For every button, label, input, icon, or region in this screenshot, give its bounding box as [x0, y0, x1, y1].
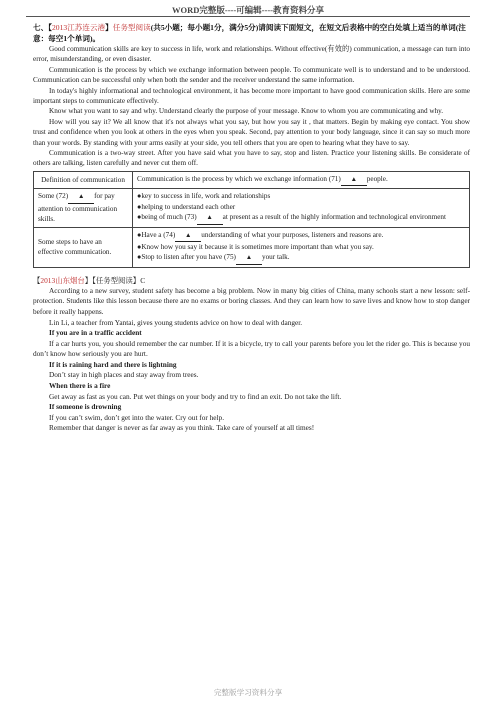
passage1-paragraph: Communication is the process by which we exchange information between people. To communicate well is to understand and to be understood. Communication can be successful only when both the sender and the receiver understand the same information. — [33, 65, 470, 85]
passage2-heading: If someone is drowning — [49, 402, 122, 412]
row-text: people. — [366, 174, 388, 183]
passage2-paragraph: Lin Li, a teacher from Yantai, gives young students advice on how to deal with danger. — [49, 317, 303, 327]
section1-title — [33, 22, 470, 44]
row-content — [133, 227, 470, 267]
section2-open: 【 — [33, 275, 41, 285]
section1-source: 2013江苏连云港 — [51, 23, 106, 32]
row-content — [133, 189, 470, 227]
row-label — [34, 189, 133, 227]
passage2-heading: If it is raining hard and there is lightning — [49, 359, 177, 369]
passage2-heading: If you are in a traffic accident — [49, 328, 142, 338]
row-label: Definition of communication — [34, 171, 133, 188]
section2-source: 2013山东烟台 — [40, 275, 85, 285]
passage2-paragraph: Remember that danger is never as far away as you think. Take care of yourself at all times! — [49, 423, 315, 433]
passage1-paragraph: Know what you want to say and why. Understand clearly the purpose of your message. Know to whom you are communicating and why. — [49, 107, 444, 116]
label-text: Some (72) — [38, 192, 69, 201]
row-text: Communication is the process by which we exchange information (71) — [137, 174, 341, 183]
label-text: for pay attention to communication skills. — [38, 192, 118, 224]
bullet-item: ●Know how you say it because it is sometimes more important than what you say. — [137, 242, 374, 251]
table-row — [34, 227, 470, 267]
page-header: WORD完整版----可编辑----教育资料分享 — [26, 0, 470, 17]
bullet-item: ●helping to understand each other — [137, 202, 236, 211]
passage2-paragraph: If a car hurts you, you should remember the car number. If it is a bicycle, try to call your parents before you let the rider go. This is because you don’t know how seriously you are hurt. — [33, 338, 470, 359]
section1-prefix: 七、【 — [33, 23, 52, 32]
row-content — [133, 171, 470, 188]
passage2-paragraph: Don’t stay in high places and stay away from trees. — [49, 370, 199, 380]
triangle-marker-icon: ▲ — [185, 231, 192, 239]
document-content — [0, 22, 496, 434]
blank-74[interactable] — [175, 230, 201, 242]
table-row — [34, 171, 470, 188]
bullet-item — [137, 252, 465, 264]
passage2-paragraph: If you can’t swim, don’t get into the water. Cry out for help. — [49, 412, 225, 422]
page-footer: 完整版学习资料分享 — [213, 688, 283, 697]
passage2-paragraph: Get away as fast as you can. Put wet things on your body and try to find an exit. Do not take the lift. — [49, 391, 342, 401]
bullet-item: ●key to success in life, work and relationships — [137, 192, 271, 201]
bullet-text: ●Stop to listen after you have (75) — [137, 253, 236, 262]
bullet-text: understanding of what your purposes, listeners and reasons are. — [201, 230, 384, 239]
section1-instruction: (共5小题；每小题1分，满分5分)请阅读下面短文，在短文后表格中的空白处填上适当的单词(注意：每空1个单词)。 — [33, 23, 466, 43]
passage1-paragraph: Communication is a two-way street. After you have said what you have to say, stop and listen. Practice your listening skills. Be considerate of others are talking, listen carefully and never cut them off. — [33, 149, 470, 168]
blank-71[interactable] — [341, 174, 367, 186]
row-label: Some steps to have an effective communication. — [34, 227, 133, 267]
answer-table — [33, 171, 470, 268]
passage1-paragraph: How will you say it? We all know that it's not always what you say, but how you say it , that matters. Begin by making eye contact. You show trust and confidence when you look at others in the eyes when you speak. Second, pay attention to your body language, since it can say so much more than your words. By standing with your arms easily at your side, you tell others that you are open to hearing what they have to say. — [33, 117, 470, 147]
passage2-heading: When there is a fire — [49, 381, 111, 391]
bullet-item — [137, 230, 465, 242]
passage2-paragraph: According to a new survey, student safety has become a big problem. Now in many big cities of China, many schools start a new lesson: self-protection. Students like this lesson because there are no exams or boring classes. And they can learn how to save lives and know how to stop danger before it really happens. — [33, 285, 470, 316]
section2-close: 】【任务型阅读】C — [84, 275, 146, 285]
section1-source-bracket: 】 — [105, 23, 113, 32]
triangle-marker-icon: ▲ — [206, 214, 213, 222]
passage1-paragraph: Good communication skills are key to success in life, work and relationships. Without effective(有效的) communication, a message can turn into error, misunderstanding, or even disaster. — [33, 45, 470, 64]
triangle-marker-icon: ▲ — [245, 254, 253, 262]
bullet-text: at present as a result of the highly information and technological environment — [222, 213, 446, 222]
section2-title — [33, 275, 470, 286]
bullet-text: ●Have a (74) — [137, 230, 176, 239]
blank-72[interactable] — [68, 191, 94, 203]
blank-73[interactable] — [197, 212, 223, 224]
triangle-marker-icon: ▲ — [77, 193, 85, 201]
bullet-text: ●being of much (73) — [137, 213, 197, 222]
table-row — [34, 189, 470, 227]
blank-75[interactable] — [236, 252, 262, 264]
passage1-paragraph: In today's highly informational and technological environment, it has become more important to have good communication skills. Here are some important steps to communicate effectively. — [33, 86, 470, 106]
bullet-text: your talk. — [261, 253, 290, 262]
section1-task: 任务型阅读 — [112, 23, 151, 32]
triangle-marker-icon: ▲ — [350, 175, 358, 183]
bullet-item — [137, 212, 465, 224]
